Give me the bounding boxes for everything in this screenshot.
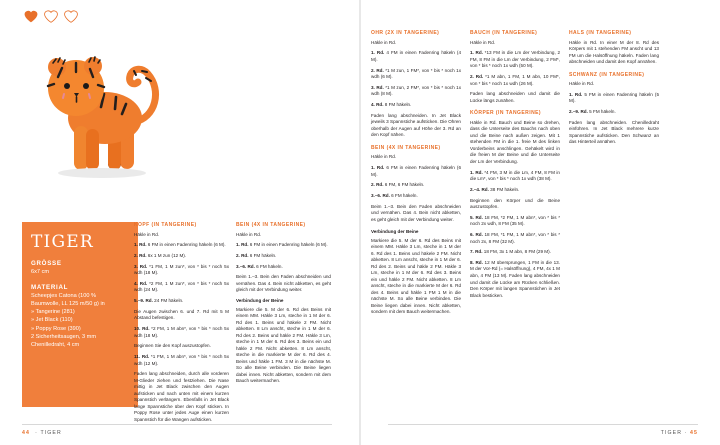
outline-heart-icon xyxy=(64,10,78,23)
instruction-paragraph: 3. Rd. *1 FM, 1 M zun*, von * bis * noch 5x wdh (18 M). xyxy=(134,263,229,276)
footer-rule-right xyxy=(388,424,698,425)
instruction-paragraph: 1. Rd. 5 FM in einen Fadenring häkeln (5 M). xyxy=(569,91,659,104)
instruction-paragraph: 2. Rd. 6x 1 M zun (12 M). xyxy=(134,253,187,258)
column-kopf xyxy=(134,222,229,428)
instruction-paragraph: Faden lang abschneiden, durch alle vorderen M-Glieder ziehen und festziehen. Die Nase mittig in Jet Black zwischen den Augen aufsticken und nach unten mit einem kurzen Spannstich verlängern. Ebenfalls in Jet Black lange Spannstiche über den Kopf sticken. In Poppy Rose unter jedes Auge einen kurzen Spannstich für die Wangen aufsticken. xyxy=(134,371,229,422)
size-value: 6x7 cm xyxy=(31,269,50,275)
material-item: Baumwolle, LL 125 m/50 g) in xyxy=(31,301,105,308)
column-hals-schwanz xyxy=(569,30,659,150)
column-bein-verbindung xyxy=(236,222,331,389)
section-heading: HALS (IN TANGERINE) xyxy=(569,30,632,36)
instruction-paragraph: 2. Rd. 6 FM häkeln. xyxy=(236,253,277,258)
footer-title-right: TIGER xyxy=(660,430,683,436)
sub-heading: Verbindung der Beine xyxy=(371,229,419,235)
page-title: TIGER xyxy=(31,232,94,252)
material-item: » Poppy Rose (390) xyxy=(31,325,81,332)
instruction-paragraph: 2. Rd. *1 M zun, 1 FM*, von * bis * noch 1x wdh (6 M). xyxy=(371,67,461,80)
page-number-left: 44 xyxy=(22,430,30,436)
material-label: MATERIAL xyxy=(31,284,69,292)
material-list xyxy=(31,292,129,349)
footer-sep-right: · xyxy=(682,430,691,436)
material-item: Scheepjes Catona (100 % xyxy=(31,293,96,300)
material-item: Chenilledraht, 4 cm xyxy=(31,341,80,348)
instruction-paragraph: 1. Rd. 6 FM in einen Fadenring häkeln (6 M). xyxy=(371,165,461,177)
instruction-paragraph: 2.–4. Rd. 38 FM häkeln. xyxy=(470,186,520,192)
instruction-paragraph: Die Augen zwischen 6. und 7. Rd mit 5 M Abstand befestigen. xyxy=(134,308,229,321)
instruction-paragraph: Markiere die 5. M der 6. Rd des Beins mit einem MM. Häkle 3 Lm, steche in 1 M der 6. Rd des 1. Beins und häkele 2 FM. Nicht abketten. 8 Lm anscht, steche in 1 M der 6. Rd des 2. Beins und häkle 2 FM. Häkle 3 Lm, steche in 1 M der 6. Rd des 3. Beins ein und häkle 2 FM. Nicht abketten. 8 Lm anscht, steche in die markierte M der 6. Rd des 4. Beins und häkle 1 FM 1 M in die nächste M. So alle Beine verbinden. Die Beine liegen dabei innen. Nicht abketten, sondern mit dem Bauch weitermachen. xyxy=(371,237,461,315)
section-heading: KOPF (IN TANGERINE) xyxy=(134,222,197,228)
instruction-paragraph: Beginnen den Körper und die Beine auszustopfen. xyxy=(470,197,560,210)
section-heading: SCHWANZ (IN TANGERINE) xyxy=(569,71,645,78)
instruction-paragraph: Beim 1.–3. Bein den Faden abschneiden und vernähen. Das 4. Bein nicht abketten, es geht gleich mit der Verbindung weiter. xyxy=(371,203,461,222)
instruction-paragraph: 1. Rd. 4 FM in einen Fadenring häkeln (4 M). xyxy=(371,50,461,62)
instruction-paragraph: 3.–6. Rd. 6 FM häkeln. xyxy=(371,192,418,198)
material-item: » Tangerine (281) xyxy=(31,309,75,316)
heart-decoration-group xyxy=(24,10,78,23)
pattern-title-block xyxy=(22,222,138,407)
material-item: 2 Sicherheitsaugen, 3 mm xyxy=(31,333,96,340)
instruction-paragraph: Faden lang abschneiden. In Jet Black jeweils 3 Spannstiche aufsticken. Die Ohren oberhalb der Augen auf Höhe der 3. Rd an den Kopf nähen. xyxy=(371,112,461,138)
instruction-paragraph: 5. Rd. 18 FM, *2 FM, 1 M abn*, von * bis * noch 2x wdh, 8 FM (35 M). xyxy=(470,214,560,227)
size-label: GRÖSSE xyxy=(31,260,62,267)
instruction-paragraph: Beim 1.–3. Bein den Faden abschneiden und vernähen. Das 4. Bein nicht abketten, es geht gleich mit der Verbindung weiter. xyxy=(236,274,331,293)
instruction-paragraph: Faden lang abschneiden. Chenilledraht einführen. In Jet Black mehrere kurze Spannstiche aufsticken. Den Schwanz an das Hinterteil annähen. xyxy=(569,119,659,145)
column-bauch-koerper xyxy=(470,30,560,303)
footer-left xyxy=(22,430,62,436)
instruction-paragraph: 7. Rd. 18 FM, 3x 1 M abn, 8 FM (29 M). xyxy=(470,249,551,255)
instruction-paragraph: 11. Rd. *1 FM, 1 M abn*, von * bis * noch 5x wdh (12 M). xyxy=(134,353,229,366)
instruction-paragraph: Häkle in Rd. In einer M der 8. Rd des Körpers mit 1 stehenden FM anscht und 13 FM um die Halsöffnung häkeln. Faden lang abschneiden und damit den Kopf annähen. xyxy=(569,39,659,65)
instruction-paragraph: 5.–9. Rd. 24 FM häkeln. xyxy=(134,298,184,304)
instruction-paragraph: 4. Rd. *2 FM, 1 M zun*, von * bis * noch 5x wdh (24 M). xyxy=(134,280,229,293)
instruction-paragraph: 2. Rd. 6 FM, 6 FM häkeln. xyxy=(371,182,425,188)
tiger-amigurumi-photo xyxy=(22,30,175,220)
instruction-paragraph: 2. Rd. *1 M abn, 1 FM, 1 M abn, 10 FM*, von * bis * noch 1x wdh (26 M). xyxy=(470,74,560,86)
instruction-paragraph: 1. Rd. *4 FM, 3 M in die Lm, 4 FM, 8 FM in die Lm*, von * bis * noch 1x wdh (38 M). xyxy=(470,169,560,182)
column-ohr-bein xyxy=(371,30,461,320)
instruction-paragraph: 2.–9. Rd. 5 FM häkeln. xyxy=(569,109,616,115)
section-heading: KÖRPER (IN TANGERINE) xyxy=(470,110,542,117)
instruction-paragraph: Häkle in Rd. xyxy=(371,154,397,160)
instruction-paragraph: Häkle in Rd. xyxy=(236,231,262,237)
material-item: » Jet Black (110) xyxy=(31,317,73,324)
instruction-paragraph: Faden lang abschneiden und damit die Lücke längs zunähen. xyxy=(470,91,560,103)
instruction-paragraph: 1. Rd. 6 FM in einen Fadenring häkeln (6 M). xyxy=(236,242,328,248)
outline-heart-icon xyxy=(44,10,58,23)
instruction-paragraph: Häkle in Rd. xyxy=(371,39,397,45)
page-spine-divider xyxy=(359,0,361,445)
instruction-paragraph: Häkle in Rd. xyxy=(569,81,595,87)
instruction-paragraph: 6. Rd. 18 FM, *1 FM, 1 M abn*, von * bis * noch 2x, 8 FM (32 M). xyxy=(470,232,560,244)
instruction-paragraph: Häkle in Rd. xyxy=(134,231,160,237)
footer-right xyxy=(661,430,698,436)
page-number-right: 45 xyxy=(690,430,698,436)
footer-rule-left xyxy=(22,424,332,425)
instruction-paragraph: 3. Rd. *1 M zun, 2 FM*, von * bis * noch 1x wdh (8 M). xyxy=(371,84,461,97)
instruction-paragraph: Häkle in Rd. xyxy=(470,39,496,45)
instruction-paragraph: 10. Rd. *2 FM, 1 M abn*, von * bis * noch 5x wdh (18 M). xyxy=(134,326,229,338)
instruction-paragraph: 4. Rd. 8 FM häkeln. xyxy=(371,101,412,107)
section-heading: OHR (2X IN TANGERINE) xyxy=(371,30,440,36)
instruction-paragraph: Markiere die 5. M der 6. Rd des Beins mit einem MM. Häkle 3 Lm, steche in 1 M der 6. Rd des 1. Beins und häkele 2 FM. Nicht abketten. 8 Lm anscht, steche in 1 M der 6. Rd des 2. Beins und häkle 2 FM. Häkle 3 Lm, steche in 1 M der 6. Rd des 3. Beins ein und häkle 2 FM. Nicht abketten. 8 Lm anscht, steche in die markierte M der 6. Rd des 4. Beins und häkle 1 FM. 3 M in die nächste M. So alle Beine verbinden. Die Beine liegen dabei innen. Nicht abketten, sondern mit dem Bauch weitermachen. xyxy=(236,306,331,384)
instruction-paragraph: 8. Rd. 12 M übersprungen, 1 FM in die 13. M der Vor-Rd (= Halsöffnung), 4 FM, 4x 1 M abn, 4 FM (13 M). Faden lang abschneiden und damit die Lücke am Rücken schließen. Den Körper mit langen Spannstichen in Jet Black besticken. xyxy=(470,259,560,298)
section-heading: BEIN (4X IN TANGERINE) xyxy=(371,144,441,151)
footer-title-left: TIGER xyxy=(40,430,62,436)
instruction-paragraph: 3.–6. Rd. 6 FM häkeln. xyxy=(236,263,283,269)
filled-heart-icon xyxy=(24,10,38,23)
footer-label-left: · xyxy=(32,430,41,436)
sub-heading: Verbindung der Beine xyxy=(236,298,284,304)
instruction-paragraph: Häkle in Rd. Bauch und Beine so drehen, dass die Unterseite des Bauchs nach oben und die Beine nach außen zeigen. Mit 1 stehenden FM in die 1. freie M des linken Vorderbeins anschlingen. Gehäkelt wird in die freien M der Beine und die Unterseite der Lm der Verbindung. xyxy=(470,119,560,164)
section-heading: BEIN (4X IN TANGERINE) xyxy=(236,222,306,228)
instruction-paragraph: 1. Rd. 6 FM in einen Fadenring häkeln (6 M). xyxy=(134,242,226,248)
section-heading: BAUCH (IN TANGERINE) xyxy=(470,30,538,36)
instruction-paragraph: 1. Rd. *13 FM in die Lm der Verbindung, 2 FM, 8 FM in die Lm der Verbindung, 2 FM*, von * bis * noch 1x wdh (50 M). xyxy=(470,50,560,69)
instruction-paragraph: Beginnen Sie den Kopf auszustopfen. xyxy=(134,343,211,349)
